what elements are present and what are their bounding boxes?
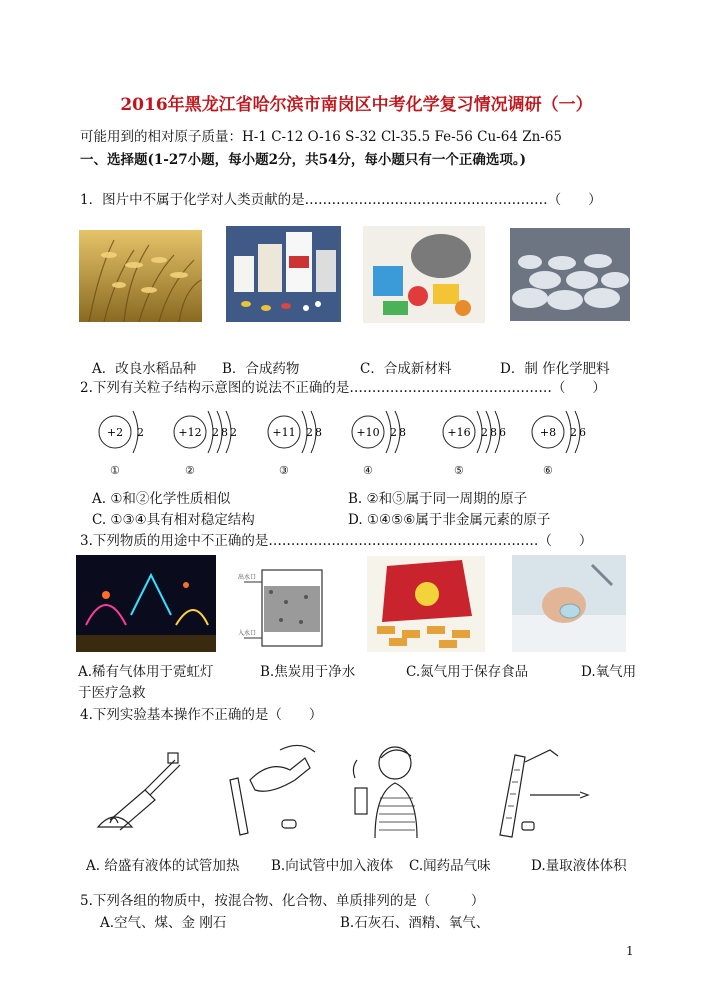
atom-diagram-6 [530, 405, 604, 463]
q1-option-c[interactable]: C．合成新材料 [360, 361, 452, 377]
nucleus-charge: +12 [178, 426, 202, 439]
q2-option-a[interactable]: A. ①和②化学性质相似 [92, 491, 231, 507]
q4-option-b[interactable]: B.向试管中加入液体 [271, 858, 394, 874]
question-3-stem: 3.下列物质的用途中不正确的是……………………………………………………（ ） [80, 533, 593, 549]
atom-label-4: ④ [363, 464, 373, 477]
page-number: 1 [626, 944, 634, 958]
inlet-label: 入水口 [238, 630, 257, 637]
nucleus-charge: +16 [447, 426, 471, 439]
q1-option-b[interactable]: B．合成药物 [222, 361, 300, 377]
atom-label-2: ② [185, 464, 195, 477]
atom-diagram-5 [441, 405, 515, 463]
oxygen-patient-photo [512, 555, 626, 652]
filter-diagram [236, 562, 338, 652]
section-heading: 一、选择题(1-27小题，每小题2分，共54分，每小题只有一个正确选项。) [80, 152, 526, 168]
heating-tube-sketch [90, 735, 200, 840]
snack-package-photo [367, 556, 485, 652]
q1-option-d[interactable]: D．制 作化学肥料 [500, 361, 610, 377]
question-2-stem: 2.下列有关粒子结构示意图的说法不正确的是………………………………………（ ） [80, 380, 606, 396]
nucleus-charge: +11 [272, 426, 296, 439]
pouring-liquid-sketch [210, 740, 330, 840]
atomic-masses: 可能用到的相对原子质量：H-1 C-12 O-16 S-32 Cl-35.5 Fe-56 Cu-64 Zn-65 [80, 129, 563, 145]
electron-counts: 2 [137, 426, 146, 439]
measuring-cylinder-sketch [470, 740, 605, 840]
atom-label-6: ⑥ [543, 464, 553, 477]
outlet-label: 出水口 [238, 574, 257, 581]
q5-option-b[interactable]: B.石灰石、酒精、氧气、 [340, 915, 490, 931]
q3-option-c[interactable]: C.氮气用于保存食品 [406, 664, 529, 680]
fertilizer-photo [510, 228, 630, 321]
q1-option-a[interactable]: A．改良水稻品种 [92, 361, 197, 377]
q3-option-d[interactable]: D.氧气用 [581, 664, 637, 680]
q3-option-d-cont: 于医疗急救 [78, 685, 146, 701]
question-5-stem: 5.下列各组的物质中，按混合物、化合物、单质排列的是（ ） [80, 893, 485, 909]
q2-option-c[interactable]: C. ①③④具有相对稳定结构 [92, 512, 255, 528]
smelling-sketch [345, 738, 440, 840]
q2-option-d[interactable]: D. ①④⑤⑥属于非金属元素的原子 [348, 512, 551, 528]
question-1-stem: 1．图片中不属于化学对人类贡献的是………………………………………………（ ） [80, 192, 602, 208]
atom-label-5: ⑤ [454, 464, 464, 477]
nucleus-charge: +8 [539, 426, 557, 439]
q5-option-a[interactable]: A.空气、煤、金 刚石 [100, 915, 227, 931]
medicine-photo [226, 226, 341, 322]
q4-option-c[interactable]: C.闻药品气味 [409, 858, 491, 874]
neon-lights-photo [76, 555, 216, 652]
plastics-photo [363, 226, 485, 323]
question-4-stem: 4.下列实验基本操作不正确的是（ ） [80, 707, 323, 723]
nucleus-charge: +10 [356, 426, 380, 439]
atom-diagram-4 [350, 405, 424, 463]
page-title: 2016年黑龙江省哈尔滨市南岗区中考化学复习情况调研（一） [120, 95, 593, 115]
electron-counts: 286 [481, 426, 508, 439]
atom-label-1: ① [110, 464, 120, 477]
atom-label-3: ③ [279, 464, 289, 477]
electron-counts: 28 [390, 426, 408, 439]
q3-option-a[interactable]: A.稀有气体用于霓虹灯 [78, 664, 214, 680]
electron-counts: 282 [212, 426, 239, 439]
atom-diagram-1 [97, 405, 171, 463]
electron-counts: 26 [570, 426, 588, 439]
q3-option-b[interactable]: B.焦炭用于净水 [260, 664, 356, 680]
q4-option-a[interactable]: A. 给盛有液体的试管加热 [86, 858, 240, 874]
q4-option-d[interactable]: D.量取液体体积 [531, 858, 627, 874]
atom-diagram-2 [172, 405, 246, 463]
atom-diagram-3 [266, 405, 340, 463]
rice-photo [79, 230, 202, 322]
nucleus-charge: +2 [106, 426, 124, 439]
electron-counts: 28 [306, 426, 324, 439]
q2-option-b[interactable]: B. ②和⑤属于同一周期的原子 [348, 491, 528, 507]
